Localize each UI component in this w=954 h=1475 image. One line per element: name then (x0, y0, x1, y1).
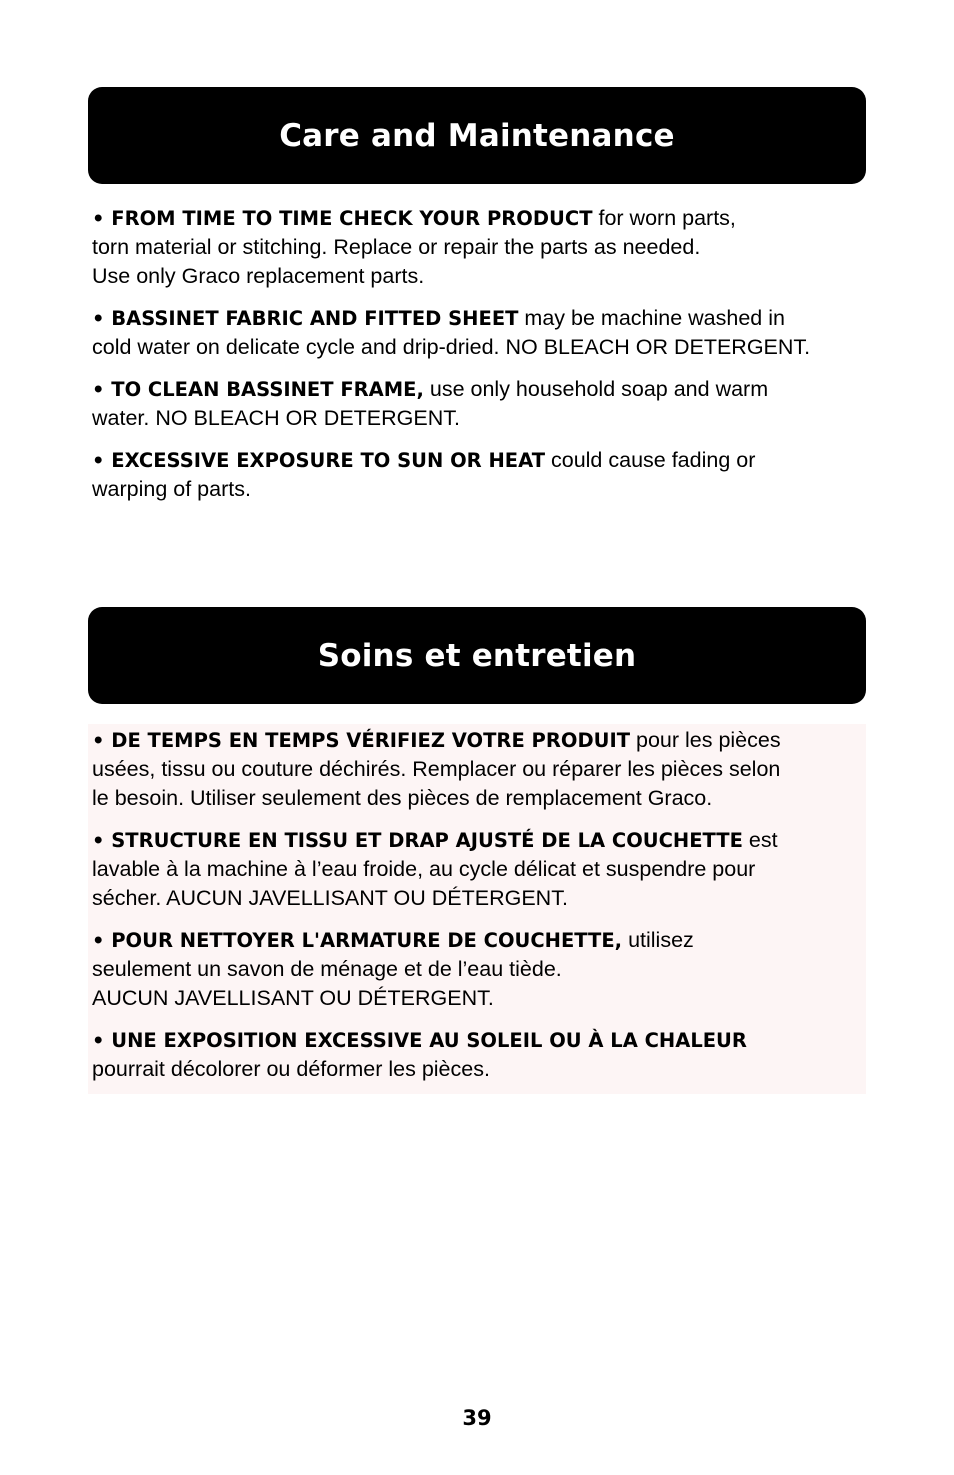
section-banner-french (88, 607, 866, 704)
item-lead: BASSINET FABRIC AND FITTED SHEET (111, 307, 519, 330)
bullet: • (92, 449, 105, 472)
item-text: lavable à la machine à l’eau froide, au cycle délicat et suspendre pour (92, 857, 756, 881)
bullet: • (92, 1029, 105, 1052)
item-text: AUCUN JAVELLISANT OU DÉTERGENT. (92, 986, 494, 1010)
bullet: • (92, 207, 105, 230)
bullet: • (92, 729, 105, 752)
page-number: 39 (462, 1406, 492, 1430)
item-text: water. NO BLEACH OR DETERGENT. (92, 406, 460, 430)
item-lead: DE TEMPS EN TEMPS VÉRIFIEZ VOTRE PRODUIT (111, 729, 631, 752)
item-text: could cause fading or (545, 448, 756, 472)
item-text: for worn parts, (592, 206, 736, 230)
item-text: sécher. AUCUN JAVELLISANT OU DÉTERGENT. (92, 886, 568, 910)
item-text: est (742, 828, 778, 852)
bullet: • (92, 929, 105, 952)
care-list-english (88, 204, 866, 517)
item-lead: EXCESSIVE EXPOSURE TO SUN OR HEAT (111, 449, 546, 472)
item-text: utilisez (622, 928, 694, 952)
item-lead: POUR NETTOYER L'ARMATURE DE COUCHETTE, (111, 929, 623, 952)
section-title-english: Care and Maintenance (279, 117, 675, 154)
care-item (92, 375, 862, 433)
care-item (92, 926, 862, 1013)
item-text: may be machine washed in (518, 306, 785, 330)
care-item (92, 1026, 862, 1084)
care-item (92, 204, 862, 291)
item-text: Use only Graco replacement parts. (92, 264, 425, 288)
item-lead: STRUCTURE EN TISSU ET DRAP AJUSTÉ DE LA COUCHETTE (111, 829, 743, 852)
item-lead: UNE EXPOSITION EXCESSIVE AU SOLEIL OU À LA CHALEUR (111, 1029, 747, 1052)
section-banner-english (88, 87, 866, 184)
care-item (92, 726, 862, 813)
item-text: cold water on delicate cycle and drip-dried. NO BLEACH OR DETERGENT. (92, 335, 811, 359)
item-text: pourrait décolorer ou déformer les pièces. (92, 1057, 490, 1081)
item-text: warping of parts. (92, 477, 251, 501)
item-text: le besoin. Utiliser seulement des pièces de remplacement Graco. (92, 786, 713, 810)
care-item (92, 304, 862, 362)
item-text: pour les pièces (630, 728, 781, 752)
bullet: • (92, 378, 105, 401)
item-text: use only household soap and warm (423, 377, 769, 401)
item-lead: TO CLEAN BASSINET FRAME, (111, 378, 424, 401)
care-list-french (88, 724, 866, 1094)
bullet: • (92, 307, 105, 330)
item-text: usées, tissu ou couture déchirés. Remplacer ou réparer les pièces selon (92, 757, 781, 781)
care-item (92, 826, 862, 913)
section-title-french: Soins et entretien (317, 637, 637, 674)
bullet: • (92, 829, 105, 852)
item-lead: FROM TIME TO TIME CHECK YOUR PRODUCT (111, 207, 593, 230)
care-item (92, 446, 862, 504)
item-text: torn material or stitching. Replace or repair the parts as needed. (92, 235, 701, 259)
item-text: seulement un savon de ménage et de l’eau tiède. (92, 957, 562, 981)
